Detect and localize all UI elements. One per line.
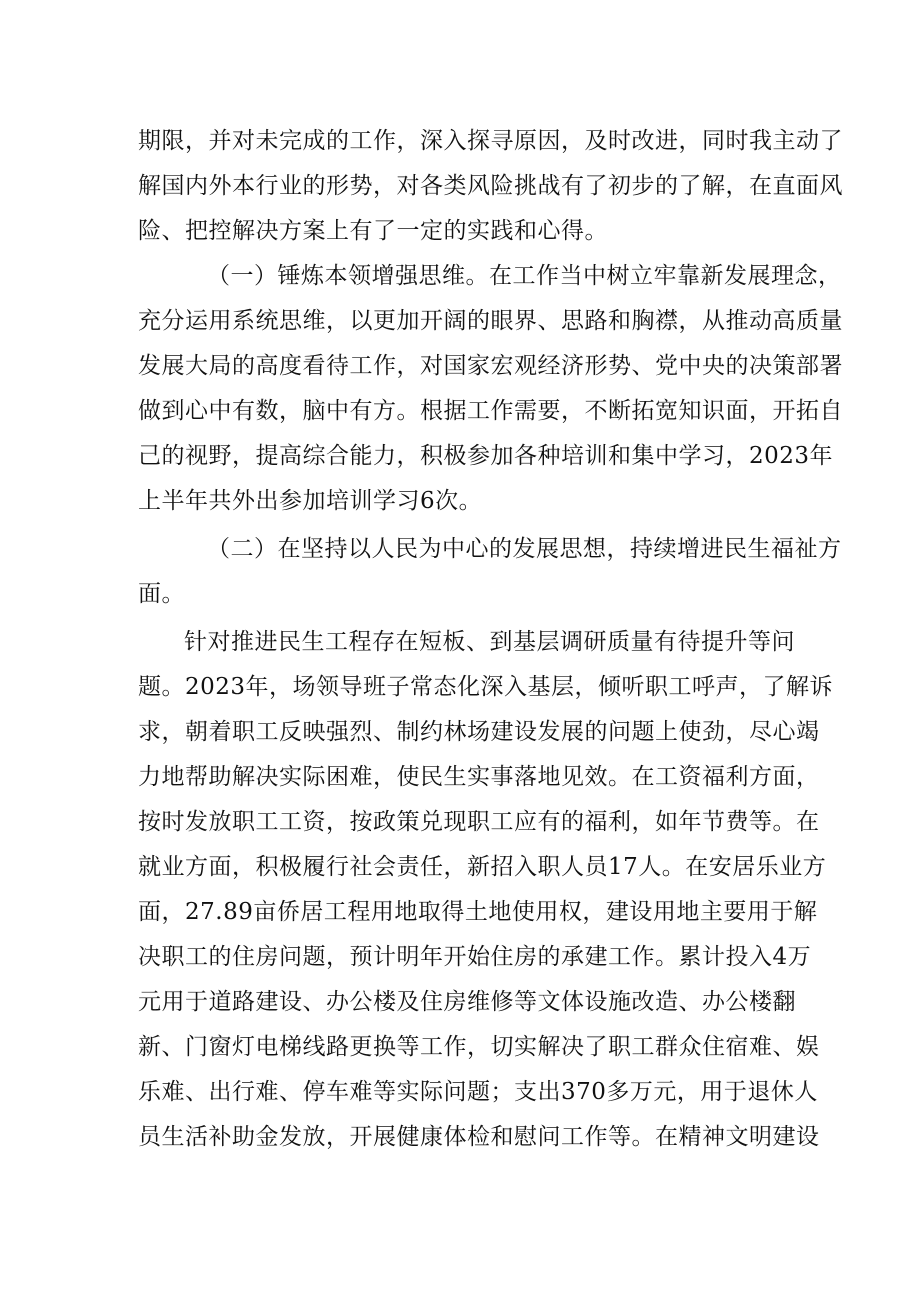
section-heading-1: （一）锤炼本领增强思维。在工作当中树立牢靠新发展理念， <box>207 263 842 289</box>
text-line: 就业方面，积极履行社会责任，新招入职人员17人。在安居乐业方 <box>138 854 827 880</box>
text-line: 做到心中有数，脑中有方。根据工作需要，不断拓宽知识面，开拓自 <box>138 398 843 424</box>
text-line: 求，朝着职工反映强烈、制约林场建设发展的问题上使劲，尽心竭 <box>138 719 820 745</box>
section-heading-2: （二）在坚持以人民为中心的发展思想，持续增进民生福祉方 <box>207 536 842 562</box>
text-line: 员生活补助金发放，开展健康体检和慰问工作等。在精神文明建设 <box>138 1124 820 1150</box>
text-line: 发展大局的高度看待工作，对国家宏观经济形势、党中央的决策部署 <box>138 353 843 379</box>
text-line: 元用于道路建设、办公楼及住房维修等文体设施改造、办公楼翻 <box>138 989 796 1015</box>
text-line: 期限，并对未完成的工作，深入探寻原因，及时改进，同时我主动了 <box>138 128 843 154</box>
text-line: 乐难、出行难、停车难等实际问题；支出370多万元，用于退休人 <box>138 1079 818 1105</box>
text-line: 面。 <box>138 581 185 607</box>
text-line: 面，27.89亩侨居工程用地取得土地使用权，建设用地主要用于解 <box>138 899 818 925</box>
text-line: 险、把控解决方案上有了一定的实践和心得。 <box>138 218 608 244</box>
text-line: 上半年共外出参加培训学习6次。 <box>138 488 483 514</box>
text-line: 决职工的住房问题，预计明年开始住房的承建工作。累计投入4万 <box>138 944 812 970</box>
text-line: 按时发放职工工资，按政策兑现职工应有的福利，如年节费等。在 <box>138 809 820 835</box>
text-line: 充分运用系统思维，以更加开阔的眼界、思路和胸襟，从推动高质量 <box>138 308 843 334</box>
paragraph-start: 针对推进民生工程存在短板、到基层调研质量有待提升等问 <box>184 629 795 655</box>
text-line: 新、门窗灯电梯线路更换等工作，切实解决了职工群众住宿难、娱 <box>138 1034 820 1060</box>
text-line: 题。2023年，场领导班子常态化深入基层，倾听职工呼声，了解诉 <box>138 674 834 700</box>
text-line: 解国内外本行业的形势，对各类风险挑战有了初步的了解，在直面风 <box>138 173 843 199</box>
text-line: 己的视野，提高综合能力，积极参加各种培训和集中学习，2023年 <box>138 443 834 469</box>
text-line: 力地帮助解决实际困难，使民生实事落地见效。在工资福利方面， <box>138 764 820 790</box>
